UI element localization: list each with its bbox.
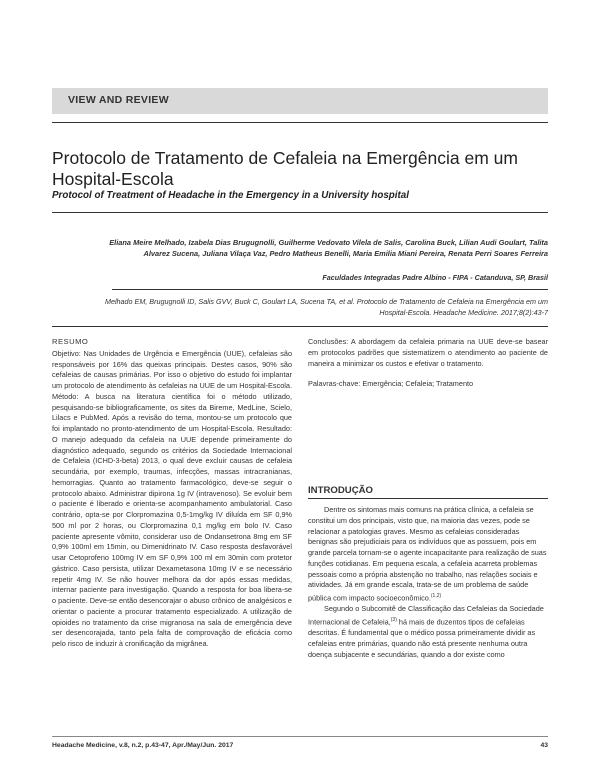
citation: Melhado EM, Brugugnolli ID, Salis GVV, Buck C, Goulart LA, Sucena TA, et al. Protocolo de Tratamento de Cefaleia na Emergência em um Hospital-Escola. Headache Medicine. 2017;8(2):43-7 [104,297,548,317]
results-label: Resultado: [257,424,292,433]
section-rule [52,122,548,123]
author-list: Eliana Meire Melhado, Izabela Dias Brugugnolli, Guilherme Vedovato Vilela de Salis, Carolina Buck, Lilian Audi Goulart, Talita Alvarez Sucena, Juliana Vilaça Vaz, Pedro Matheus Benelli, Maria Emilia Miani Pereira, Renata Perri Soares Ferreira [109,238,548,259]
intro-paragraph-text: Segundo o Subcomitê de Classificação das Cefaleias da Sociedade Internacional de Cefaleia, [308,604,544,627]
conclusion-text: A abordagem da cefaleia primaria na UUE deve-se basear em protocolos padrões que sistematizem o atendimento ao paciente de maneira a minimizar os custos e efetivar o tratamento. [308,337,549,368]
intro-body [308,505,548,660]
abstract-column-right [308,337,548,390]
results-text: O manejo adequado da cefaleia na UUE depende primeiramente do diagnóstico adequado, segundo os critérios da Sociedade Internacional de Cefaleia (ICHD-3-beta) 2013, o qual deve excluir causas de cefaleia secundária, por exemplo, traumas, infecções, massas intracranianas, hemorragias. Quanto ao tratamento farmacológico, deve-se seguir o protocolo abaixo. Administrar dipirona 1g IV (intravenoso). Se evoluir bem o paciente é liberado e orienta-se acompanhamento ambulatorial. Caso contrário, opta-se por Clorpromazina 0,5-1mg/kg IV diluída em SF 0,9% 500 ml por 2 horas, ou Clorpromazina 0,1 mg/kg em bolo IV. Caso paciente apresente vômito, considerar uso de Ondansetrona 8mg em SF 0,9% 100ml em 15min, ou Dimenidrinato IV. Caso resposta desfavorável usar Cetoprofeno 100mg IV em SF 0,9% 100 ml em 30min com protetor gástrico. Caso persista, utilizar Dexametasona 10mg IV e se necessário repetir 4mg IV. Se não houver melhora da dor após essas medidas, internar paciente para investigação. Quando a resposta for boa libera-se o paciente. Deve-se então desencorajar o abuso crônico de analgésicos e orientar o paciente a procurar tratamento especializado. A utilização de opioides no tratamento da crise migranosa na sala de emergência deve ser desencorajada, tanto pela falta de comprovação de eficácia como pelo risco de induzir à cronificação da migrânea. [52,434,292,648]
intro-rule [308,498,548,499]
footer-journal: Headache Medicine, v.8, n.2, p.43-47, Apr./May/Jun. 2017 [52,742,234,749]
objective-label: Objetivo: [52,348,81,358]
affiliation-rule [112,289,548,290]
conclusion-label: Conclusões: [308,337,349,346]
article-subtitle: Protocol of Treatment of Headache in the Emergency in a University hospital [52,190,409,201]
abstract-heading: RESUMO [52,337,89,346]
article-title: Protocolo de Tratamento de Cefaleia na Emergência em um Hospital-Escola [52,148,518,189]
section-label: VIEW AND REVIEW [68,94,169,106]
page-number: 43 [540,742,548,749]
keywords [308,379,548,390]
objective-text: Nas Unidades de Urgência e Emergência (UUE), cefaleias são responsáveis por 16% das queixas principais. Destes casos, 90% são cefaleias de causas primárias. Por isso o objetivo do estudo foi implantar um protocolo de atendimento às cefaleias na UUE de um Hospital-Escola. [52,348,292,390]
abstract-column-left [52,337,292,650]
citation-rule [52,326,548,327]
method-text: A busca na literatura científica foi o método utilizado, pesquisando-se bibliograficamente, os sites da Bireme, MedLine, Scielo, Lilacs e PubMed. Após a revisão do tema, montou-se um protocolo que foi implantado no pronto-atendimento de um Hospital-Escola. [52,391,293,433]
method-label: Método: [52,391,79,401]
keywords-label: Palavras-chave: [308,379,361,389]
intro-paragraph-text: Dentre os sintomas mais comuns na prática clínica, a cefaleia se constitui um dos principais, visto que, na maioria das vezes, pode se relacionar a patologias graves. Mesmo as cefaleias consideradas benignas são prejudiciais para os indivíduos que as possuem, pois em grande parcela tornam-se o agente incapacitante para realização de suas funções cotidianas. Em pequena escala, a cefaleia acarreta problemas pessoais como a própria abstenção no trabalho, nas relações sociais e atividades. Já em grande escala, trata-se de um problema de saúde pública com impacto socioeconômico. [308,505,547,603]
title-rule [52,212,548,213]
footer-rule [52,736,548,737]
citation-ref: (1,2) [430,593,442,599]
citation-ref: (3) [390,616,397,623]
keywords-text: Emergência; Cefaleia; Tratamento [362,379,474,389]
intro-heading: INTRODUÇÃO [308,485,374,496]
affiliation: Faculdades Integradas Padre Albino - FIPA - Catanduva, SP, Brasil [322,273,548,282]
intro-paragraph-text: há mais de duzentos tipos de cefaleias descritas. É fundamental que o médico possa primeiramente dividir as cefaleias entre primárias, quando não está presente nenhuma outra doença subjacente e secundárias, quando a dor existe como [308,617,536,659]
intro-paragraph [308,604,548,660]
intro-paragraph [308,505,548,604]
